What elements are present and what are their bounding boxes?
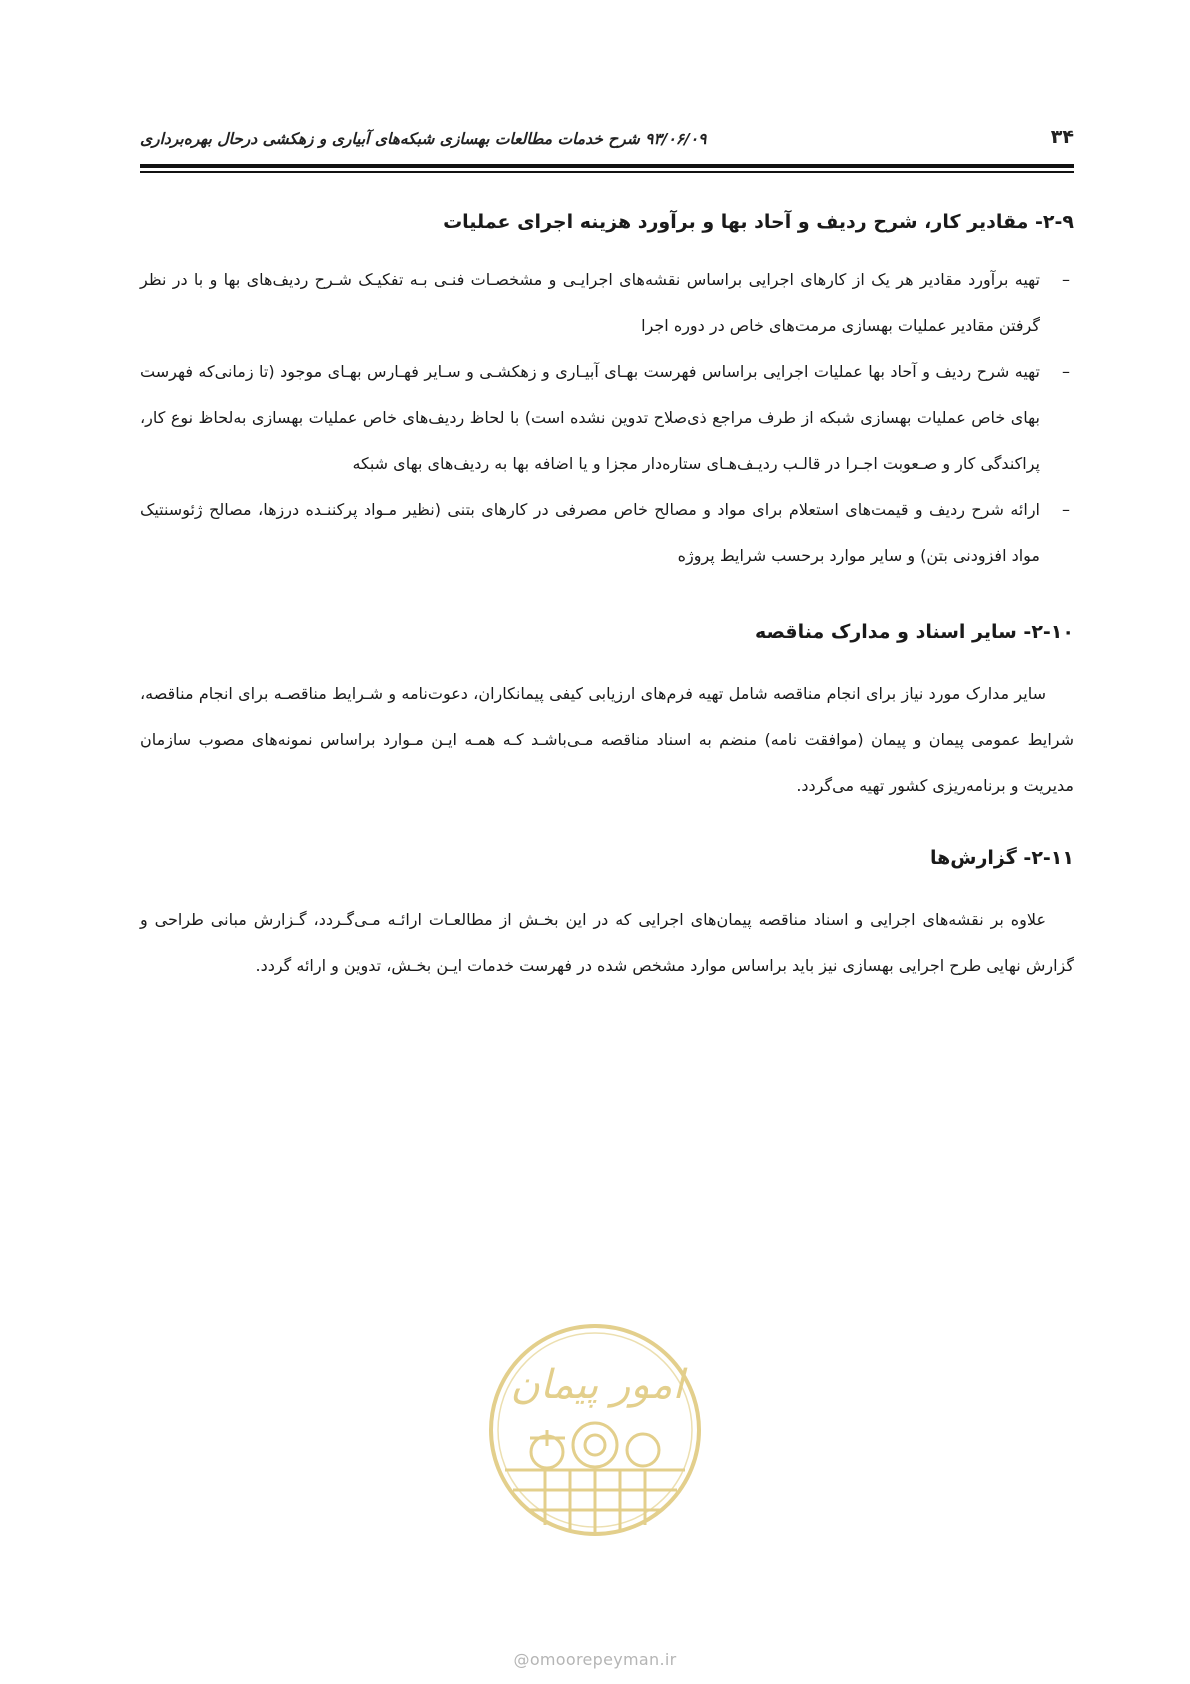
section-heading-2-11: ۲-۱۱- گزارش‌ها [929, 847, 1074, 869]
section-heading-2-10: ۲-۱۰- سایر اسناد و مدارک مناقصه [754, 621, 1074, 643]
header-rule-thin [140, 171, 1074, 173]
page-header [140, 120, 1074, 168]
running-header-title: ۹۳/۰۶/۰۹ شرح خدمات مطالعات بهسازی شبکه‌های آبیاری و زهکشی درحال بهره‌برداری [140, 130, 707, 148]
omoor-peyman-stamp-logo [485, 1320, 705, 1540]
list-item-text: تهیه شرح ردیف و آحاد بها عملیات اجرایی براساس فهرست بهـای آبیـاری و زهکشـی و سـایر فهـارس بهـای موجود (تا زمانی‌که فهرست بهای خاص عملیات بهسازی شبکه از طرف مراجع ذی‌صلاح تدوین نشده است) با لحاظ ردیف‌های خاص عملیات بهسازی به‌لحاظ نوع کار، پراکندگی کار و صـعوبت اجـرا در قالـب ردیـف‌هـای ستاره‌دار مجزا و یا اضافه بها به ردیف‌های بهای شبکه [140, 362, 1040, 473]
watermark-url: @omoorepeyman.ir [513, 1650, 677, 1669]
list-item [140, 487, 1074, 579]
header-rule-thick [140, 164, 1074, 168]
stamp-seal-icon [485, 1320, 705, 1540]
list-item [140, 257, 1074, 349]
list-item-text: تهیه برآورد مقادیر هر یک از کارهای اجرایی براساس نقشه‌های اجرایـی و مشخصـات فنـی بـه تفکیـک شـرح ردیف‌های بها و با در نظر گرفتن مقادیر عملیات بهسازی مرمت‌های خاص در دوره اجرا [140, 270, 1040, 335]
list-item-text: ارائه شرح ردیف و قیمت‌های استعلام برای مواد و مصالح خاص مصرفی در کارهای بتنی (نظیر مـواد پرکننـده درزها، مصالح ژئوسنتیک مواد افزودنی بتن) و سایر موارد برحسب شرایط پروژه [140, 500, 1040, 565]
svg-text:امور پیمان: امور پیمان [510, 1362, 684, 1408]
section-heading-2-9: ۲-۹- مقادیر کار، شرح ردیف و آحاد بها و برآورد هزینه اجرای عملیات [443, 211, 1074, 233]
section-paragraph: سایر مدارک مورد نیاز برای انجام مناقصه شامل تهیه فرم‌های ارزیابی کیفی پیمانکاران، دعوت‌نامه و شـرایط مناقصـه برای انجام مناقصه، شرایط عمومی پیمان و پیمان (موافقت نامه) منضم به اسناد مناقصه مـی‌باشـد کـه همـه ایـن مـوارد براساس نمونه‌های مصوب سازمان مدیریت و برنامه‌ریزی کشور تهیه می‌گردد. [140, 684, 1074, 795]
dash-bullet-icon: – [1062, 362, 1070, 381]
bullet-list [140, 257, 1074, 579]
page-number: ۳۴ [1050, 126, 1074, 148]
dash-bullet-icon: – [1062, 270, 1070, 289]
page-content [140, 205, 1074, 989]
section-paragraph: علاوه بر نقشه‌های اجرایی و اسناد مناقصه پیمان‌های اجرایی که در این بخـش از مطالعـات ارائـه مـی‌گـردد، گـزارش مبانی طراحی و گزارش نهایی طرح اجرایی بهسازی نیز باید براساس موارد مشخص شده در فهرست خدمات ایـن بخـش، تدوین و ارائه گردد. [140, 910, 1074, 975]
dash-bullet-icon: – [1062, 500, 1070, 519]
list-item [140, 349, 1074, 487]
